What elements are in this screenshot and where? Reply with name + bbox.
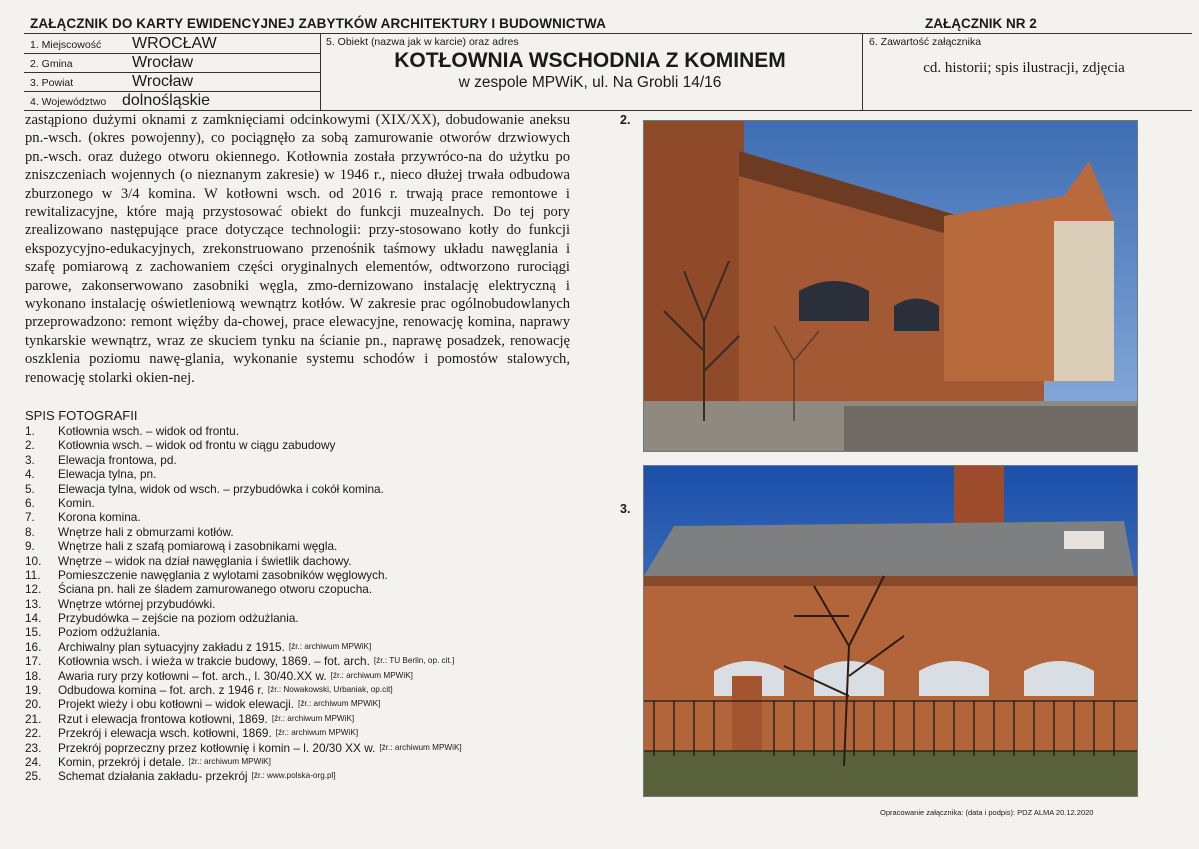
list-item-text: Ściana pn. hali ze śladem zamurowanego otworu czopucha. xyxy=(58,582,373,597)
attachment-number: ZAŁĄCZNIK NR 2 xyxy=(925,16,1037,31)
list-item-text: Rzut i elewacja frontowa kotłowni, 1869. xyxy=(58,711,268,726)
list-item-text: Wnętrze hali z szafą pomiarową i zasobnikami węgla. xyxy=(58,539,338,554)
list-item xyxy=(25,482,585,496)
list-item-text: Odbudowa komina – fot. arch. z 1946 r. xyxy=(58,683,264,698)
list-item-text: Komin, przekrój i detale. xyxy=(58,754,185,769)
field-label-voivodeship: 4. Województwo xyxy=(30,96,107,108)
field-value-town: WROCŁAW xyxy=(132,35,217,52)
form-divider-right xyxy=(862,33,863,111)
list-item xyxy=(25,669,585,683)
list-item-number: 24. xyxy=(25,754,42,769)
field-value-voivodeship: dolnośląskie xyxy=(122,92,211,109)
field-label-district: 3. Powiat xyxy=(30,77,74,89)
list-item-source: [źr.: archiwum MPWiK] xyxy=(379,742,462,752)
list-item-text: Kotłownia wsch. – widok od frontu w ciągu zabudowy xyxy=(58,438,336,453)
photo-3-image xyxy=(644,466,1137,796)
list-item xyxy=(25,640,585,654)
object-address: w zespole MPWiK, ul. Na Grobli 14/16 xyxy=(458,74,722,91)
photo-number-3: 3. xyxy=(620,502,631,516)
list-item-number: 3. xyxy=(25,452,35,467)
list-item xyxy=(25,525,585,539)
list-item-text: Przekrój i elewacja wsch. kotłowni, 1869. xyxy=(58,726,272,741)
list-item-text: Elewacja frontowa, pd. xyxy=(58,452,177,467)
list-item-number: 6. xyxy=(25,495,35,510)
list-item xyxy=(25,726,585,740)
list-item-number: 16. xyxy=(25,639,42,654)
list-item xyxy=(25,568,585,582)
list-item-number: 15. xyxy=(25,625,42,640)
list-item-number: 10. xyxy=(25,553,42,568)
list-item-source: [źr.: archiwum MPWiK] xyxy=(330,670,413,680)
list-item-number: 19. xyxy=(25,683,42,698)
list-item-text: Poziom odżużlania. xyxy=(58,625,161,640)
list-item xyxy=(25,582,585,596)
footer-credit: Opracowanie załącznika: (data i podpis): PDZ ALMA 20.12.2020 xyxy=(880,808,1094,817)
list-item-text: Komin. xyxy=(58,495,95,510)
history-text: zastąpiono dużymi oknami z zamknięciami odcinkowymi (XIX/XX), dobudowanie aneksu pn.-wsch. (okres powojenny), co pociągnęło za sobą zamurowanie otworów drzwiowych pn.-wsch. oraz dużego otworu okiennego. Kotłownia została przywróco-na do użytku po zniszczeniach wojennych (o nieznanym zakresie) w 1946 r., nieco dłużej trwała odbudowa zburzonego w 3/4 komina. W kotłowni wsch. od 2016 r. trwają prace remontowe i rewitalizacyjne, które mają przystosować obiekt do funkcji muzealnych. Do tej pory zrealizowano następujące prace dotyczące technologii: przy-stosowano kotły do funkcji ekspozycyjno-edukacyjnych, zrekonstruowano przenośnik taśmowy układu nawęglania i szafę pomiarową z zachowaniem części oryginalnych elementów, odtworzono rurociągi parowe, zakonserwowano zasobniki węgla, zmo-dernizowano instalację elektryczną i wykonano instalację oświetleniową wewnątrz kotłów. W zakresie prac ogólnobudowlanych przeprowadzono: remont więźby da-chowej, prace elewacyjne, renowację komina, naprawy tynkarskie wewnątrz, wraz ze skuciem tynku na ścianie pn., naprawę posadzek, renowację oszklenia poziomu nawę-glania, wykonanie systemu schodów i pomostów stalowych, renowację stolarki okien-nej. xyxy=(25,112,570,386)
list-item-number: 11. xyxy=(25,567,41,582)
list-item-source: [źr.: archiwum MPWiK] xyxy=(271,713,355,723)
list-item-text: Korona komina. xyxy=(58,510,141,525)
list-item-text: Elewacja tylna, widok od wsch. – przybudówka i cokół komina. xyxy=(58,481,384,496)
list-item-number: 21. xyxy=(25,711,42,726)
list-item-text: Przybudówka – zejście na poziom odżużlania. xyxy=(58,611,299,626)
list-item-source: [źr.: archiwum MPWiK] xyxy=(188,756,271,766)
photo-3-front-elevation xyxy=(643,465,1138,797)
list-item-number: 14. xyxy=(25,611,42,626)
document-title: ZAŁĄCZNIK DO KARTY EWIDENCYJNEJ ZABYTKÓW ARCHITEKTURY I BUDOWNICTWA xyxy=(30,16,606,31)
list-item-text: Kotłownia wsch. i wieża w trakcie budowy, 1869. – fot. arch. xyxy=(58,654,370,669)
photo-2-image xyxy=(644,121,1137,451)
object-label: 5. Obiekt (nazwa jak w karcie) oraz adres xyxy=(326,36,519,48)
list-item-source: [źr.: archiwum MPWiK] xyxy=(298,699,381,709)
list-item xyxy=(25,755,585,769)
list-item xyxy=(25,467,585,481)
list-item-source: [źr.: www.polska-org.pl] xyxy=(251,771,336,781)
list-item-number: 2. xyxy=(25,438,35,453)
list-item xyxy=(25,769,585,783)
list-item-text: Archiwalny plan sytuacyjny zakładu z 1915. xyxy=(58,639,285,654)
list-item xyxy=(25,654,585,668)
list-item-source: [źr.: TU Berlin, op. cit.] xyxy=(373,656,455,666)
object-name: KOTŁOWNIA WSCHODNIA Z KOMINEM xyxy=(394,49,786,72)
photo-list xyxy=(25,424,585,784)
list-item-number: 1. xyxy=(25,424,35,438)
list-item xyxy=(25,697,585,711)
list-item-number: 17. xyxy=(25,654,42,669)
list-item-text: Przekrój poprzeczny przez kotłownię i komin – l. 20/30 XX w. xyxy=(58,740,376,755)
list-item xyxy=(25,625,585,639)
list-item-text: Schemat działania zakładu- przekrój xyxy=(58,769,248,784)
list-item xyxy=(25,611,585,625)
list-item-source: [źr.: archiwum MPWiK] xyxy=(275,728,359,738)
field-value-district: Wrocław xyxy=(132,73,194,90)
field-label-commune: 2. Gmina xyxy=(30,58,73,70)
photo-number-2: 2. xyxy=(620,113,631,127)
list-item-source: [źr.: archiwum MPWiK] xyxy=(288,641,372,651)
list-item xyxy=(25,453,585,467)
list-item-text: Projekt wieży i obu kotłowni – widok elewacji. xyxy=(58,697,295,712)
list-item-number: 5. xyxy=(25,481,35,496)
list-item xyxy=(25,424,585,438)
list-item-number: 9. xyxy=(25,539,35,554)
list-item xyxy=(25,683,585,697)
list-item-text: Elewacja tylna, pn. xyxy=(58,467,157,482)
attachment-contents-value: cd. historii; spis ilustracji, zdjęcia xyxy=(923,60,1125,76)
list-item-number: 22. xyxy=(25,726,42,741)
list-item xyxy=(25,496,585,510)
list-item-text: Awaria rury przy kotłowni – fot. arch., l. 30/40.XX w. xyxy=(58,668,327,683)
list-item xyxy=(25,597,585,611)
list-item-text: Wnętrze wtórnej przybudówki. xyxy=(58,596,216,611)
list-item xyxy=(25,712,585,726)
list-item-text: Wnętrze hali z obmurzami kotłów. xyxy=(58,524,234,539)
list-item-text: Kotłownia wsch. – widok od frontu. xyxy=(58,424,239,438)
list-item-number: 25. xyxy=(25,769,42,784)
list-item-number: 23. xyxy=(25,740,42,755)
list-item xyxy=(25,438,585,452)
attachment-contents-label: 6. Zawartość załącznika xyxy=(869,36,982,48)
list-item-number: 13. xyxy=(25,596,42,611)
list-item-number: 7. xyxy=(25,510,35,525)
list-item-source: [źr.: Nowakowski, Urbaniak, op.cit] xyxy=(267,685,393,695)
photo-list-title: SPIS FOTOGRAFII xyxy=(25,408,138,423)
header-top-rule xyxy=(24,33,1192,34)
field-label-town: 1. Miejscowość xyxy=(30,39,102,51)
list-item-number: 18. xyxy=(25,668,42,683)
list-item-number: 20. xyxy=(25,697,42,712)
list-item xyxy=(25,539,585,553)
list-item-text: Wnętrze – widok na dział nawęglania i świetlik dachowy. xyxy=(58,553,352,568)
list-item-number: 4. xyxy=(25,467,35,482)
field-value-commune: Wrocław xyxy=(132,54,194,71)
list-item xyxy=(25,554,585,568)
photo-2-boiler-house-front xyxy=(643,120,1138,452)
list-item-text: Pomieszczenie nawęglania z wylotami zasobników węglowych. xyxy=(58,567,388,582)
list-item xyxy=(25,741,585,755)
list-item xyxy=(25,510,585,524)
list-item-number: 8. xyxy=(25,524,35,539)
list-item-number: 12. xyxy=(25,582,42,597)
